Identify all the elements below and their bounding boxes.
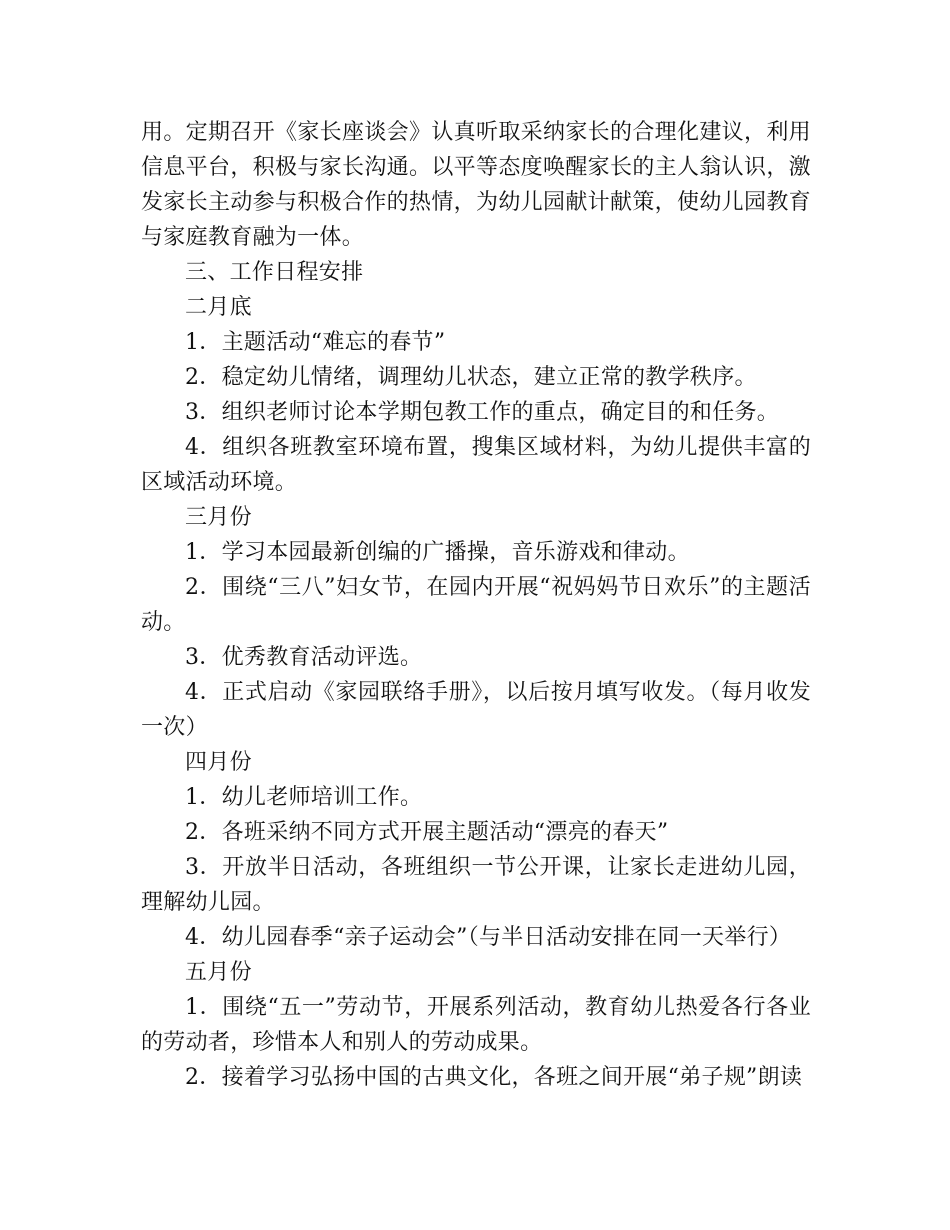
month-heading-february: 二月底	[185, 295, 252, 320]
list-item: 4．组织各班教室环境布置，搜集区域材料，为幼儿提供丰富的区域活动环境。	[141, 435, 811, 495]
list-item: 3．开放半日活动，各班组织一节公开课，让家长走进幼儿园，理解幼儿园。	[141, 855, 811, 915]
list-item: 2．各班采纳不同方式开展主题活动“漂亮的春天”	[185, 820, 669, 845]
month-heading-may: 五月份	[185, 960, 252, 985]
list-item: 3．组织老师讨论本学期包教工作的重点，确定目的和任务。	[185, 400, 780, 425]
list-item: 4．幼儿园春季“亲子运动会”（与半日活动安排在同一天举行）	[185, 925, 792, 950]
list-item: 2．稳定幼儿情绪，调理幼儿状态，建立正常的教学秩序。	[185, 365, 757, 390]
list-item: 2．围绕“三八”妇女节，在园内开展“祝妈妈节日欢乐”的主题活动。	[141, 575, 811, 635]
month-heading-april: 四月份	[185, 750, 252, 775]
paragraph-continuation: 用。定期召开《家长座谈会》认真听取采纳家长的合理化建议，利用信息平台，积极与家长沟通。以平等态度唤醒家长的主人翁认识，激发家长主动参与积极合作的热情，为幼儿园献计献策，使幼儿园教育与家庭教育融为一体。	[141, 120, 811, 250]
list-item: 1．学习本园最新创编的广播操，音乐游戏和律动。	[185, 540, 690, 565]
list-item: 1．主题活动“难忘的春节”	[185, 330, 446, 355]
list-item: 1．幼儿老师培训工作。	[185, 785, 423, 810]
list-item: 1．围绕“五一”劳动节，开展系列活动，教育幼儿热爱各行各业的劳动者，珍惜本人和别人的劳动成果。	[141, 995, 811, 1055]
document-body	[141, 115, 811, 1095]
list-item: 2．接着学习弘扬中国的古典文化，各班之间开展“弟子规”朗读	[185, 1065, 803, 1090]
list-item: 4．正式启动《家园联络手册》，以后按月填写收发。（每月收发一次）	[141, 680, 811, 740]
section-heading-schedule: 三、工作日程安排	[185, 260, 364, 285]
month-heading-march: 三月份	[185, 505, 252, 530]
list-item: 3．优秀教育活动评选。	[185, 645, 423, 670]
